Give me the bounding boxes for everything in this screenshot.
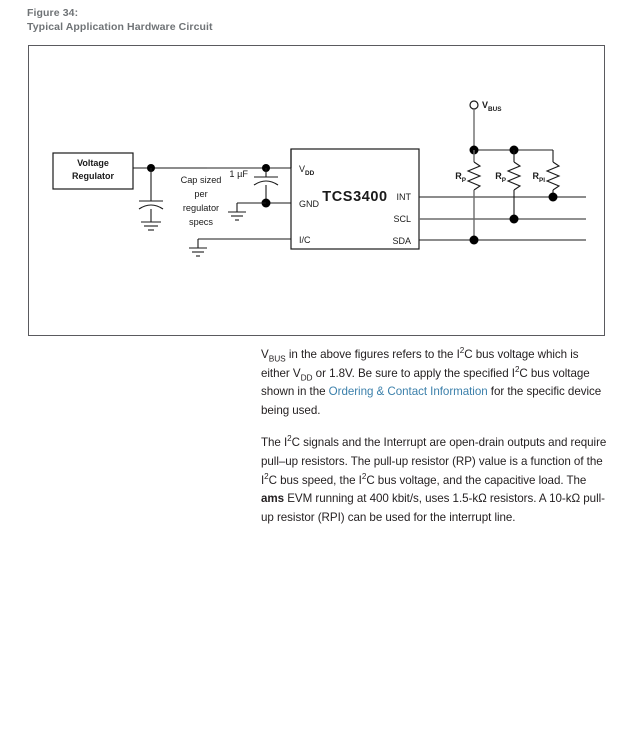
p2-seg3: C bus speed, the I <box>268 473 362 487</box>
rp-sda-zigzag <box>468 162 480 190</box>
p2-seg3-sup: 2 <box>361 471 367 481</box>
p1-seg4-sup: 2 <box>514 364 520 374</box>
rpi-int-zigzag <box>547 162 559 190</box>
cap-note-line-2: per <box>194 189 208 199</box>
rp-scl-zigzag <box>508 162 520 190</box>
p1-seg1-sub: BUS <box>268 353 286 364</box>
resistor-rp-sda-label: $R_P$ <box>455 171 466 184</box>
uf-cap-plate-bottom <box>254 181 278 185</box>
vbus-terminal-circle <box>470 101 478 109</box>
left-cap-plate-bottom <box>139 205 163 209</box>
p2-seg2-sup: 2 <box>264 471 269 481</box>
paragraph-vbus-description <box>261 346 609 420</box>
p2-seg2: C signals and the Interrupt are open-drain outputs and require pull–up resistors. The pull-up resistor (RP) value is a function of the I <box>261 436 607 487</box>
resistor-rpi-int-label: $R_{PI}$ <box>532 171 545 184</box>
p1-seg6: for the specific device being used. <box>261 385 602 417</box>
p1-seg5: C bus voltage shown in the <box>261 366 590 399</box>
chip-pin-ic-label: I/C <box>299 235 311 245</box>
p1-seg2-sup: 2 <box>459 346 465 356</box>
p2-seg4: C bus voltage, and the capacitive load. The <box>366 473 587 487</box>
p2-seg1-sup: 2 <box>287 434 292 444</box>
p1-seg3: C bus voltage which is either V <box>261 348 579 380</box>
node-dot-int <box>549 193 558 202</box>
paragraph-pullup-resistors <box>261 434 609 527</box>
cap-note-line-4: specs <box>188 217 214 227</box>
chip-pin-int-label: INT <box>396 192 411 202</box>
vbus-label: $V_{BUS}$ <box>482 100 502 113</box>
p1-seg1: V <box>261 348 269 361</box>
p1-seg2: in the above figures refers to the I <box>285 348 460 361</box>
chip-pin-scl-label: SCL <box>393 214 411 224</box>
body-text-column <box>261 346 609 527</box>
chip-pin-gnd-label: GND <box>299 199 319 209</box>
p1-seg3-sub: DD <box>300 371 313 382</box>
chip-part-number-label: TCS3400 <box>322 189 388 205</box>
chip-pin-vdd-label: $V_{DD}$ <box>299 164 315 177</box>
p1-seg4: or 1.8V. Be sure to apply the specified I <box>312 366 515 380</box>
voltage-regulator-label-line-2: Regulator <box>71 171 115 181</box>
resistor-rp-scl-label: $R_P$ <box>495 171 506 184</box>
figure-caption-line-1: Figure 34: <box>27 7 79 19</box>
voltage-regulator-label-line-1: Voltage <box>77 158 109 168</box>
capacitor-value-label: 1 µF <box>229 169 248 179</box>
p2-seg1: The I <box>261 436 288 450</box>
ordering-contact-information-link[interactable]: Ordering & Contact Information <box>328 385 488 399</box>
p2-seg5: EVM running at 400 kbit/s, uses 1.5-kΩ resistors. A 10-kΩ pull-up resistor (RPI) can be used for the interrupt line. <box>261 492 605 524</box>
figure-caption-line-2: Typical Application Hardware Circuit <box>27 21 213 33</box>
node-dot-sda <box>470 236 479 245</box>
node-dot-scl <box>510 215 519 224</box>
circuit-schematic <box>29 46 606 337</box>
cap-note-line-3: regulator <box>182 203 220 213</box>
chip-pin-sda-label: SDA <box>392 236 411 246</box>
figure-frame <box>28 45 605 336</box>
ams-brand-text: ams <box>261 492 285 506</box>
cap-note-line-1: Cap sized <box>180 175 222 185</box>
figure-caption <box>27 6 447 34</box>
